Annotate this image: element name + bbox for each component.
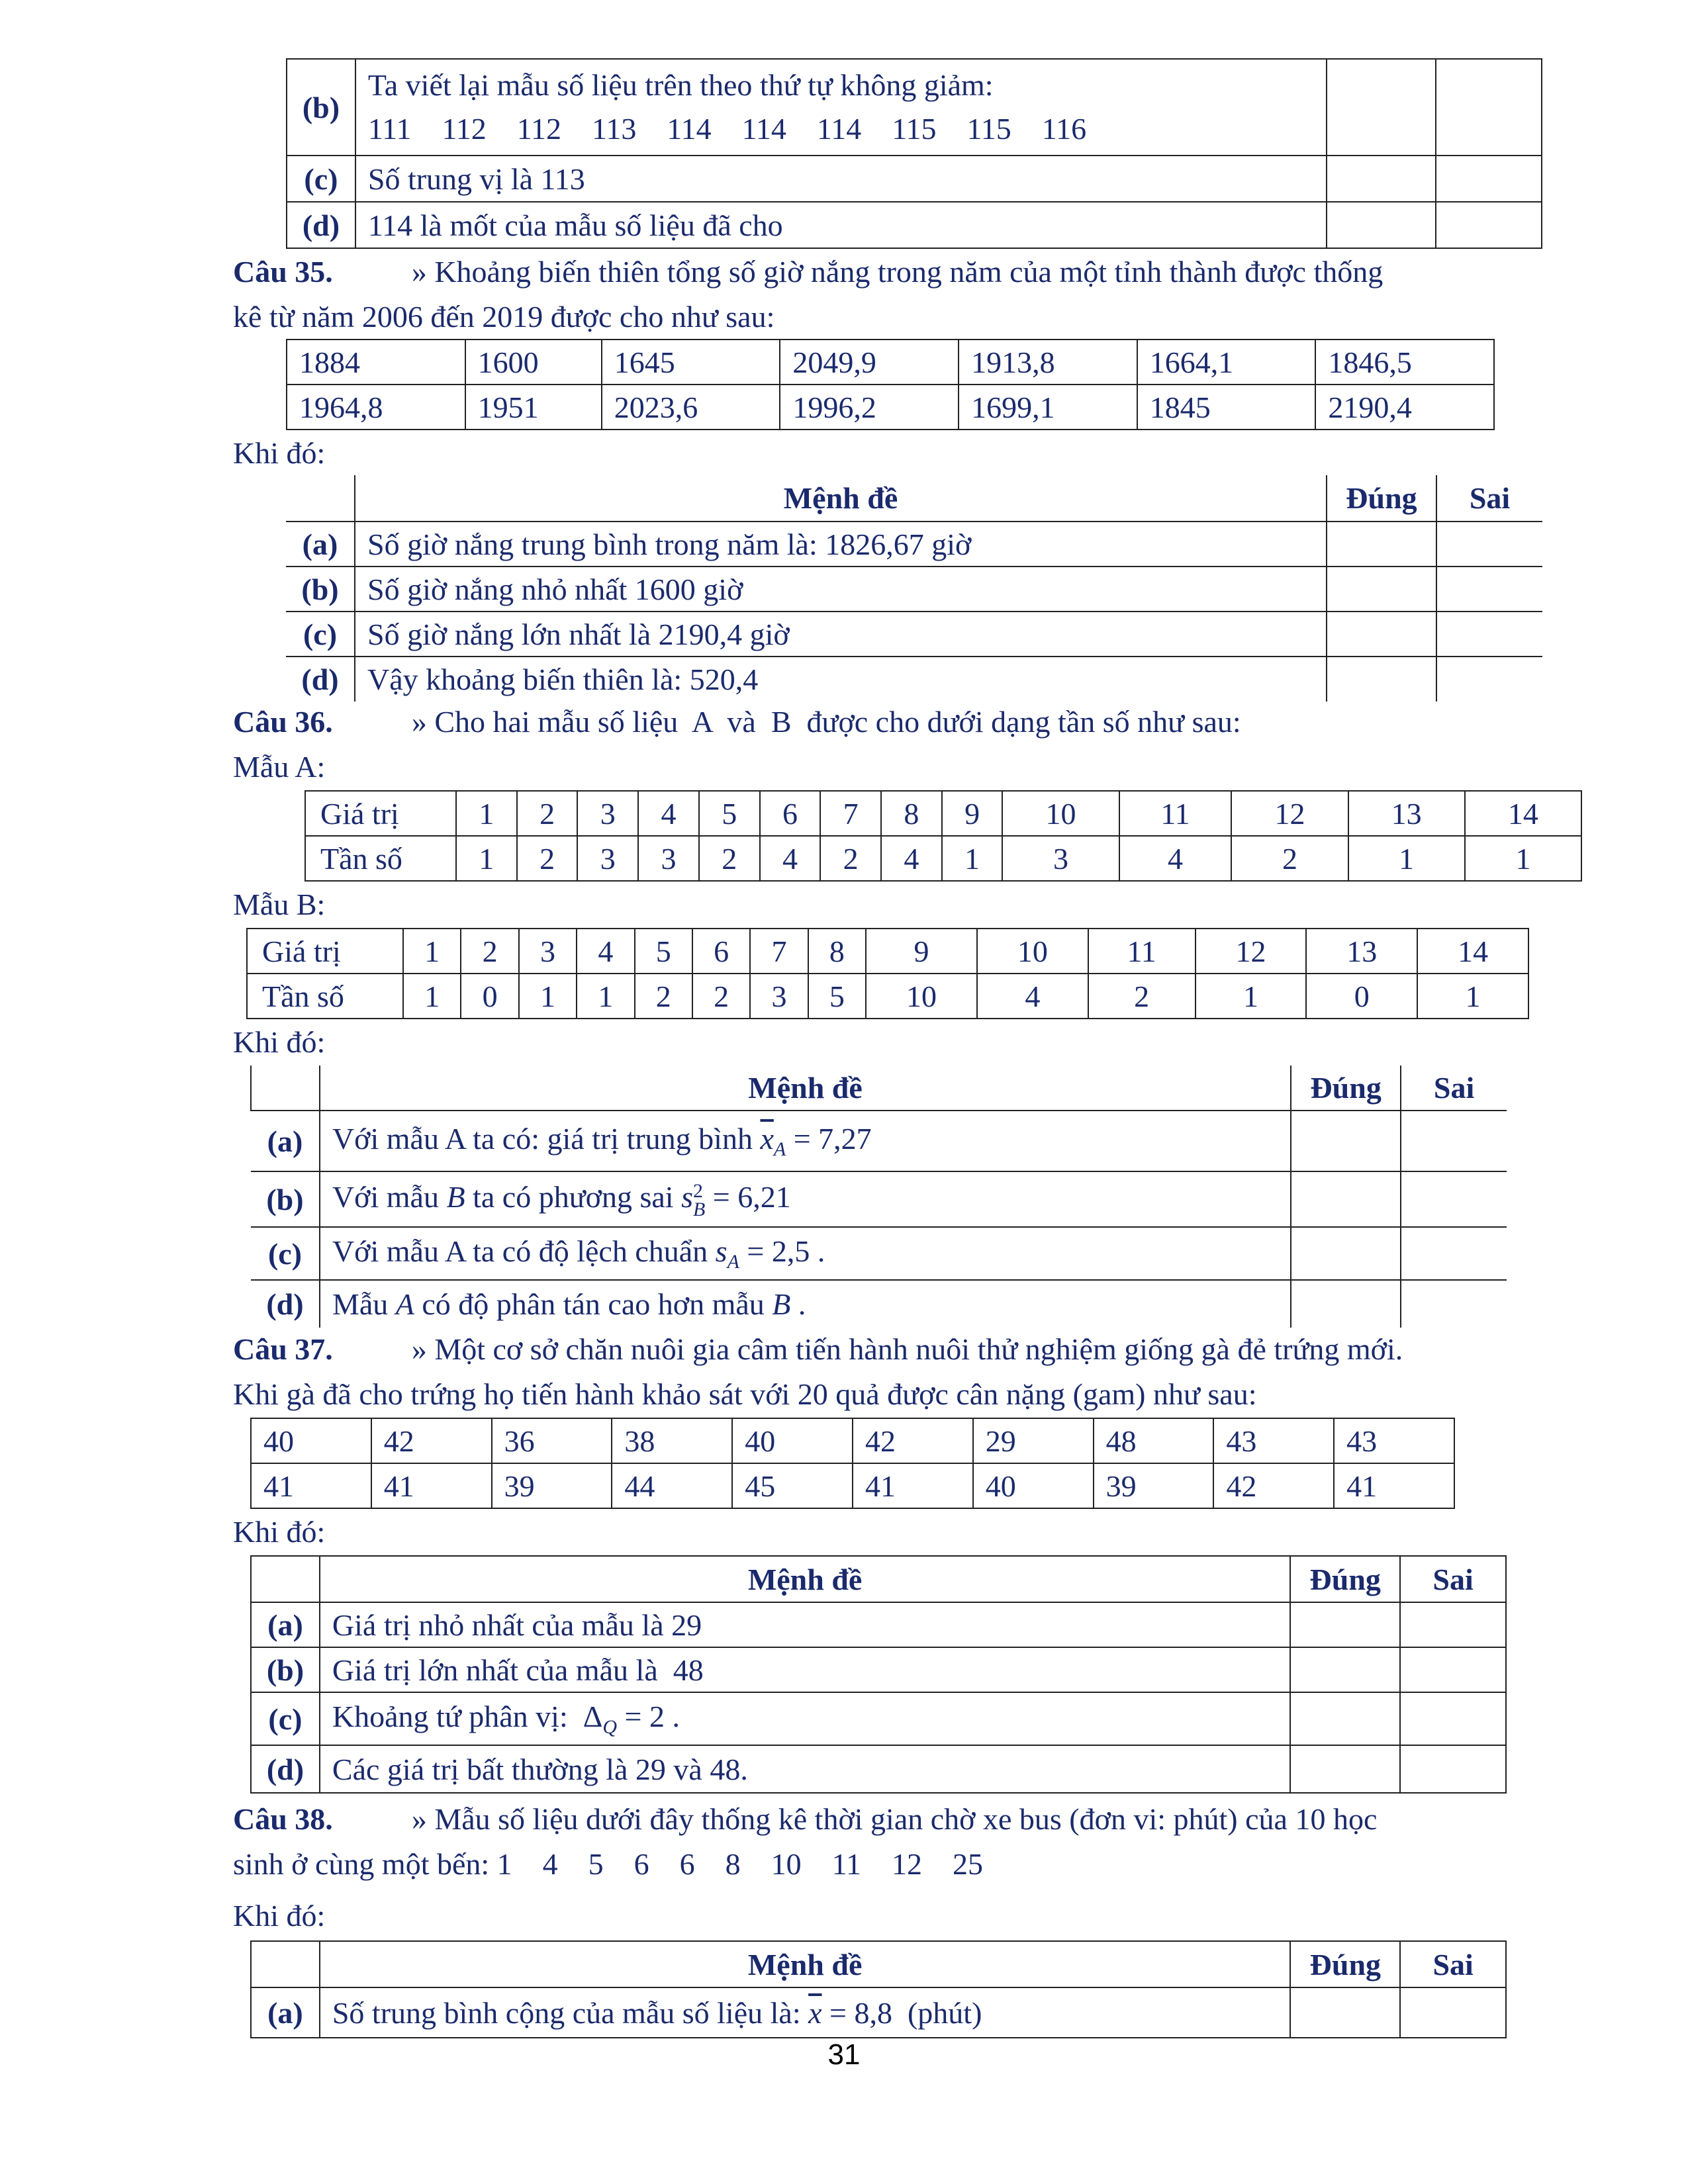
data-cell: 29 — [973, 1418, 1094, 1463]
header-false: Sai — [1401, 1066, 1507, 1111]
khi-do: Khi đó: — [233, 1515, 326, 1549]
statement-label: (c) — [251, 1227, 320, 1280]
value-cell: 10 — [1002, 791, 1119, 836]
header-true: Đúng — [1290, 1556, 1400, 1602]
statement-text — [320, 1987, 1291, 2038]
statement-label: (d) — [287, 202, 355, 248]
freq-cell: 0 — [1306, 974, 1417, 1019]
statement-label: (d) — [286, 657, 355, 702]
text-part: Với mẫu — [332, 1180, 447, 1214]
value-cell: 8 — [881, 791, 942, 836]
true-cell[interactable] — [1290, 1987, 1400, 2038]
data-cell: 39 — [1094, 1463, 1214, 1508]
data-cell: 1845 — [1137, 385, 1316, 430]
text-part: Mẫu — [332, 1287, 396, 1321]
true-cell[interactable] — [1290, 1745, 1400, 1793]
header-statement: Mệnh đề — [320, 1941, 1291, 1987]
value-cell: 10 — [977, 929, 1088, 974]
true-cell[interactable] — [1327, 202, 1436, 248]
statement-label: (c) — [287, 156, 355, 202]
data-cell: 40 — [973, 1463, 1094, 1508]
header-statement: Mệnh đề — [320, 1066, 1291, 1111]
value-cell: 13 — [1348, 791, 1465, 836]
question-number: Câu 35. — [233, 255, 333, 289]
q36-sample-b-table — [246, 928, 1529, 1019]
data-cell: 38 — [612, 1418, 732, 1463]
math-symbol: $\overline{x}$ — [760, 1121, 774, 1156]
freq-cell: 0 — [461, 974, 518, 1019]
value-cell: 13 — [1306, 929, 1417, 974]
statement-label: (a) — [251, 1111, 320, 1171]
text-part: Số trung bình cộng của mẫu số liệu là: — [332, 1995, 809, 2030]
statement-label: (d) — [251, 1280, 320, 1328]
statement-text: 114 là mốt của mẫu số liệu đã cho — [355, 202, 1327, 248]
text-part: Khoảng tứ phân vị: Δ — [332, 1699, 603, 1733]
question-text: » Một cơ sở chăn nuôi gia câm tiến hành nuôi thử nghiệm giống gà đẻ trứng mới. — [411, 1332, 1403, 1366]
freq-cell: 1 — [942, 836, 1003, 881]
value-cell: 6 — [692, 929, 750, 974]
data-cell: 43 — [1213, 1418, 1334, 1463]
math-value: = 8,8 (phút) — [821, 1995, 982, 2030]
khi-do: Khi đó: — [233, 1899, 326, 1933]
header-false: Sai — [1400, 1941, 1506, 1987]
header-false: Sai — [1436, 475, 1542, 522]
value-cell: 7 — [750, 929, 808, 974]
q36-intro — [233, 700, 1241, 744]
value-cell: 4 — [638, 791, 699, 836]
statement-label: (b) — [251, 1647, 320, 1692]
false-cell[interactable] — [1436, 657, 1542, 702]
math-symbol: B — [446, 1180, 465, 1214]
math-symbol: s — [681, 1180, 693, 1214]
math-subscript: A — [727, 1251, 739, 1273]
q36-sample-a-table — [305, 790, 1582, 882]
statement-text — [320, 1171, 1291, 1227]
data-cell: 40 — [732, 1418, 853, 1463]
freq-cell: 1 — [403, 974, 461, 1019]
data-cell: 1699,1 — [959, 385, 1137, 430]
math-subscript: A — [773, 1138, 786, 1161]
statement-text: Giá trị nhỏ nhất của mẫu là 29 — [320, 1602, 1290, 1647]
freq-cell: 2 — [1088, 974, 1196, 1019]
q38-intro-cont: sinh ở cùng một bến: 1 4 5 6 6 8 10 11 12 25 — [233, 1847, 983, 1881]
statement-label: (c) — [251, 1692, 320, 1745]
false-cell[interactable] — [1436, 612, 1542, 657]
text-part: ta có phương sai — [465, 1180, 682, 1214]
header-true: Đúng — [1290, 1941, 1400, 1987]
freq-cell: 2 — [820, 836, 881, 881]
data-cell: 1664,1 — [1137, 340, 1316, 385]
statement-text: Giá trị lớn nhất của mẫu là 48 — [320, 1647, 1290, 1692]
statement-text — [320, 1227, 1291, 1280]
q35-intro-cont: kê từ năm 2006 đến 2019 được cho như sau: — [233, 300, 775, 334]
data-cell: 2190,4 — [1315, 385, 1494, 430]
text-part: có độ phân tán cao hơn mẫu — [414, 1287, 773, 1321]
data-cell: 41 — [371, 1463, 492, 1508]
header-blank — [251, 1066, 320, 1111]
statement-text: Vậy khoảng biến thiên là: 520,4 — [355, 657, 1327, 702]
freq-cell: 1 — [519, 974, 577, 1019]
text-part: Với mẫu A ta có: giá trị trung bình — [332, 1121, 761, 1156]
data-cell: 39 — [492, 1463, 612, 1508]
header-statement: Mệnh đề — [320, 1556, 1290, 1602]
value-cell: 11 — [1088, 929, 1196, 974]
row-header: Tần số — [305, 836, 456, 881]
freq-cell: 10 — [866, 974, 977, 1019]
q35-statement-table — [286, 475, 1542, 702]
freq-cell: 1 — [577, 974, 634, 1019]
freq-cell: 2 — [635, 974, 692, 1019]
true-cell[interactable] — [1327, 156, 1436, 202]
true-cell[interactable] — [1327, 612, 1436, 657]
row-header: Tần số — [247, 974, 403, 1019]
data-cell: 2049,9 — [780, 340, 959, 385]
false-cell[interactable] — [1436, 567, 1542, 612]
true-cell[interactable] — [1327, 657, 1436, 702]
freq-cell: 4 — [977, 974, 1088, 1019]
true-cell[interactable] — [1290, 1692, 1400, 1745]
q36-statement-table — [250, 1066, 1507, 1328]
statement-text — [320, 1692, 1290, 1745]
statement-label: (a) — [251, 1602, 320, 1647]
data-cell: 1600 — [465, 340, 602, 385]
khi-do: Khi đó: — [233, 436, 326, 470]
row-header: Giá trị — [305, 791, 456, 836]
data-cell: 41 — [251, 1463, 371, 1508]
statement-text: Số giờ nắng nhỏ nhất 1600 giờ — [355, 567, 1327, 612]
freq-cell: 1 — [1196, 974, 1307, 1019]
false-cell[interactable] — [1400, 1745, 1506, 1793]
true-cell[interactable] — [1291, 1111, 1401, 1171]
true-cell[interactable] — [1290, 1647, 1400, 1692]
q37-statement-table — [250, 1555, 1507, 1794]
statement-label: (b) — [287, 59, 355, 156]
value-cell: 5 — [635, 929, 692, 974]
freq-cell: 1 — [456, 836, 517, 881]
freq-cell: 5 — [808, 974, 866, 1019]
true-cell[interactable] — [1290, 1602, 1400, 1647]
freq-cell: 3 — [638, 836, 699, 881]
data-cell: 1951 — [465, 385, 602, 430]
value-cell: 1 — [403, 929, 461, 974]
math-value: = 7,27 — [786, 1121, 872, 1156]
freq-cell: 4 — [760, 836, 821, 881]
question-number: Câu 36. — [233, 705, 333, 739]
data-cell: 1913,8 — [959, 340, 1137, 385]
statement-text — [320, 1280, 1291, 1328]
question-number: Câu 38. — [233, 1802, 333, 1836]
question-text: » Khoảng biến thiên tổng số giờ nắng trong năm của một tỉnh thành được thống — [411, 255, 1383, 289]
header-true: Đúng — [1327, 475, 1436, 522]
freq-cell: 1 — [1417, 974, 1528, 1019]
true-cell[interactable] — [1291, 1280, 1401, 1328]
text-part: Với mẫu A ta có độ lệch chuẩn — [332, 1234, 716, 1268]
header-statement: Mệnh đề — [355, 475, 1327, 522]
freq-cell: 1 — [1348, 836, 1465, 881]
question-text: » Mẫu số liệu dưới đây thống kê thời gian chờ xe bus (đơn vi: phút) của 10 học — [411, 1802, 1378, 1836]
header-true: Đúng — [1291, 1066, 1401, 1111]
false-cell[interactable] — [1401, 1227, 1507, 1280]
value-cell: 5 — [699, 791, 760, 836]
data-cell: 45 — [732, 1463, 853, 1508]
q35-data-table — [286, 339, 1495, 430]
false-cell[interactable] — [1436, 202, 1542, 248]
freq-cell: 3 — [577, 836, 638, 881]
value-cell: 7 — [820, 791, 881, 836]
value-cell: 2 — [517, 791, 578, 836]
value-cell: 12 — [1231, 791, 1348, 836]
math-subscript: Q — [602, 1716, 617, 1739]
freq-cell: 3 — [1002, 836, 1119, 881]
false-cell[interactable] — [1400, 1692, 1506, 1745]
data-cell: 1996,2 — [780, 385, 959, 430]
data-cell: 48 — [1094, 1418, 1214, 1463]
header-false: Sai — [1400, 1556, 1506, 1602]
data-cell: 42 — [371, 1418, 492, 1463]
false-cell[interactable] — [1436, 59, 1542, 156]
math-symbol: B — [772, 1287, 791, 1321]
math-symbol: $\overline{x}$ — [808, 1995, 822, 2030]
data-cell: 41 — [853, 1463, 973, 1508]
data-cell: 2023,6 — [602, 385, 780, 430]
data-cell: 42 — [853, 1418, 973, 1463]
q35-intro — [233, 250, 1383, 294]
math-value: = 2,5 . — [739, 1234, 825, 1268]
true-cell[interactable] — [1327, 567, 1436, 612]
data-cell: 41 — [1334, 1463, 1454, 1508]
statement-label: (b) — [286, 567, 355, 612]
statement-text: Số giờ nắng lớn nhất là 2190,4 giờ — [355, 612, 1327, 657]
statement-label: (d) — [251, 1745, 320, 1793]
math-value: = 2 . — [617, 1699, 680, 1733]
q38-intro — [233, 1797, 1377, 1841]
math-superscript: 2 — [692, 1179, 703, 1202]
false-cell[interactable] — [1400, 1987, 1506, 2038]
value-cell: 3 — [577, 791, 638, 836]
true-cell[interactable] — [1327, 522, 1436, 567]
data-cell: 43 — [1334, 1418, 1454, 1463]
value-cell: 12 — [1196, 929, 1307, 974]
false-cell[interactable] — [1401, 1171, 1507, 1227]
value-cell: 1 — [456, 791, 517, 836]
data-cell: 1884 — [287, 340, 465, 385]
statement-text: Số giờ nắng trung bình trong năm là: 1826,67 giờ — [355, 522, 1327, 567]
math-subscript: B — [692, 1198, 706, 1220]
header-blank — [251, 1556, 320, 1602]
value-cell: 6 — [760, 791, 821, 836]
sample-b-label: Mẫu B: — [233, 887, 326, 921]
value-cell: 8 — [808, 929, 866, 974]
question-number: Câu 37. — [233, 1332, 333, 1366]
data-cell: 1964,8 — [287, 385, 465, 430]
statement-label: (a) — [251, 1987, 320, 2038]
header-blank — [251, 1941, 320, 1987]
statement-text: Số trung vị là 113 — [355, 156, 1327, 202]
false-cell[interactable] — [1436, 156, 1542, 202]
freq-cell: 1 — [1465, 836, 1581, 881]
row-header: Giá trị — [247, 929, 403, 974]
freq-cell: 4 — [881, 836, 942, 881]
statement-text: Các giá trị bất thường là 29 và 48. — [320, 1745, 1290, 1793]
freq-cell: 2 — [1231, 836, 1348, 881]
freq-cell: 4 — [1119, 836, 1232, 881]
sorted-values: 111 112 112 113 114 114 114 115 115 116 — [367, 112, 1087, 146]
data-cell: 1846,5 — [1315, 340, 1494, 385]
page-number: 31 — [827, 2038, 861, 2071]
value-cell: 14 — [1417, 929, 1528, 974]
data-cell: 42 — [1213, 1463, 1334, 1508]
value-cell: 9 — [866, 929, 977, 974]
data-cell: 1645 — [602, 340, 780, 385]
sample-a-label: Mẫu A: — [233, 750, 326, 784]
true-cell[interactable] — [1291, 1227, 1401, 1280]
q38-statement-table — [250, 1940, 1507, 2038]
header-blank — [286, 475, 355, 522]
freq-cell: 2 — [692, 974, 750, 1019]
true-cell[interactable] — [1327, 59, 1436, 156]
false-cell[interactable] — [1436, 522, 1542, 567]
math-symbol: A — [395, 1287, 414, 1321]
freq-cell: 2 — [699, 836, 760, 881]
value-cell: 2 — [461, 929, 518, 974]
value-cell: 9 — [942, 791, 1003, 836]
freq-cell: 2 — [517, 836, 578, 881]
data-cell: 40 — [251, 1418, 371, 1463]
math-value: = 6,21 — [705, 1180, 791, 1214]
text-part: . — [790, 1287, 806, 1321]
data-cell: 44 — [612, 1463, 732, 1508]
false-cell[interactable] — [1400, 1602, 1506, 1647]
statement-text — [320, 1111, 1291, 1171]
value-cell: 4 — [577, 929, 634, 974]
data-cell: 36 — [492, 1418, 612, 1463]
false-cell[interactable] — [1400, 1647, 1506, 1692]
question-text: » Cho hai mẫu số liệu A và B được cho dưới dạng tần số như sau: — [411, 705, 1241, 739]
statement-label: (a) — [286, 522, 355, 567]
q37-intro-cont: Khi gà đã cho trứng họ tiến hành khảo sát với 20 quả được cân nặng (gam) như sau: — [233, 1377, 1257, 1411]
q34-statement-table — [286, 58, 1542, 249]
value-cell: 14 — [1465, 791, 1581, 836]
false-cell[interactable] — [1401, 1280, 1507, 1328]
freq-cell: 3 — [750, 974, 808, 1019]
q37-intro — [233, 1328, 1403, 1371]
statement-label: (b) — [251, 1171, 320, 1227]
statement-text: Ta viết lại mẫu số liệu trên theo thứ tự không giảm: — [367, 68, 994, 102]
statement-label: (c) — [286, 612, 355, 657]
value-cell: 3 — [519, 929, 577, 974]
value-cell: 11 — [1119, 791, 1232, 836]
q37-data-table — [250, 1418, 1455, 1509]
khi-do: Khi đó: — [233, 1025, 326, 1059]
false-cell[interactable] — [1401, 1111, 1507, 1171]
true-cell[interactable] — [1291, 1171, 1401, 1227]
math-symbol: s — [715, 1234, 727, 1268]
